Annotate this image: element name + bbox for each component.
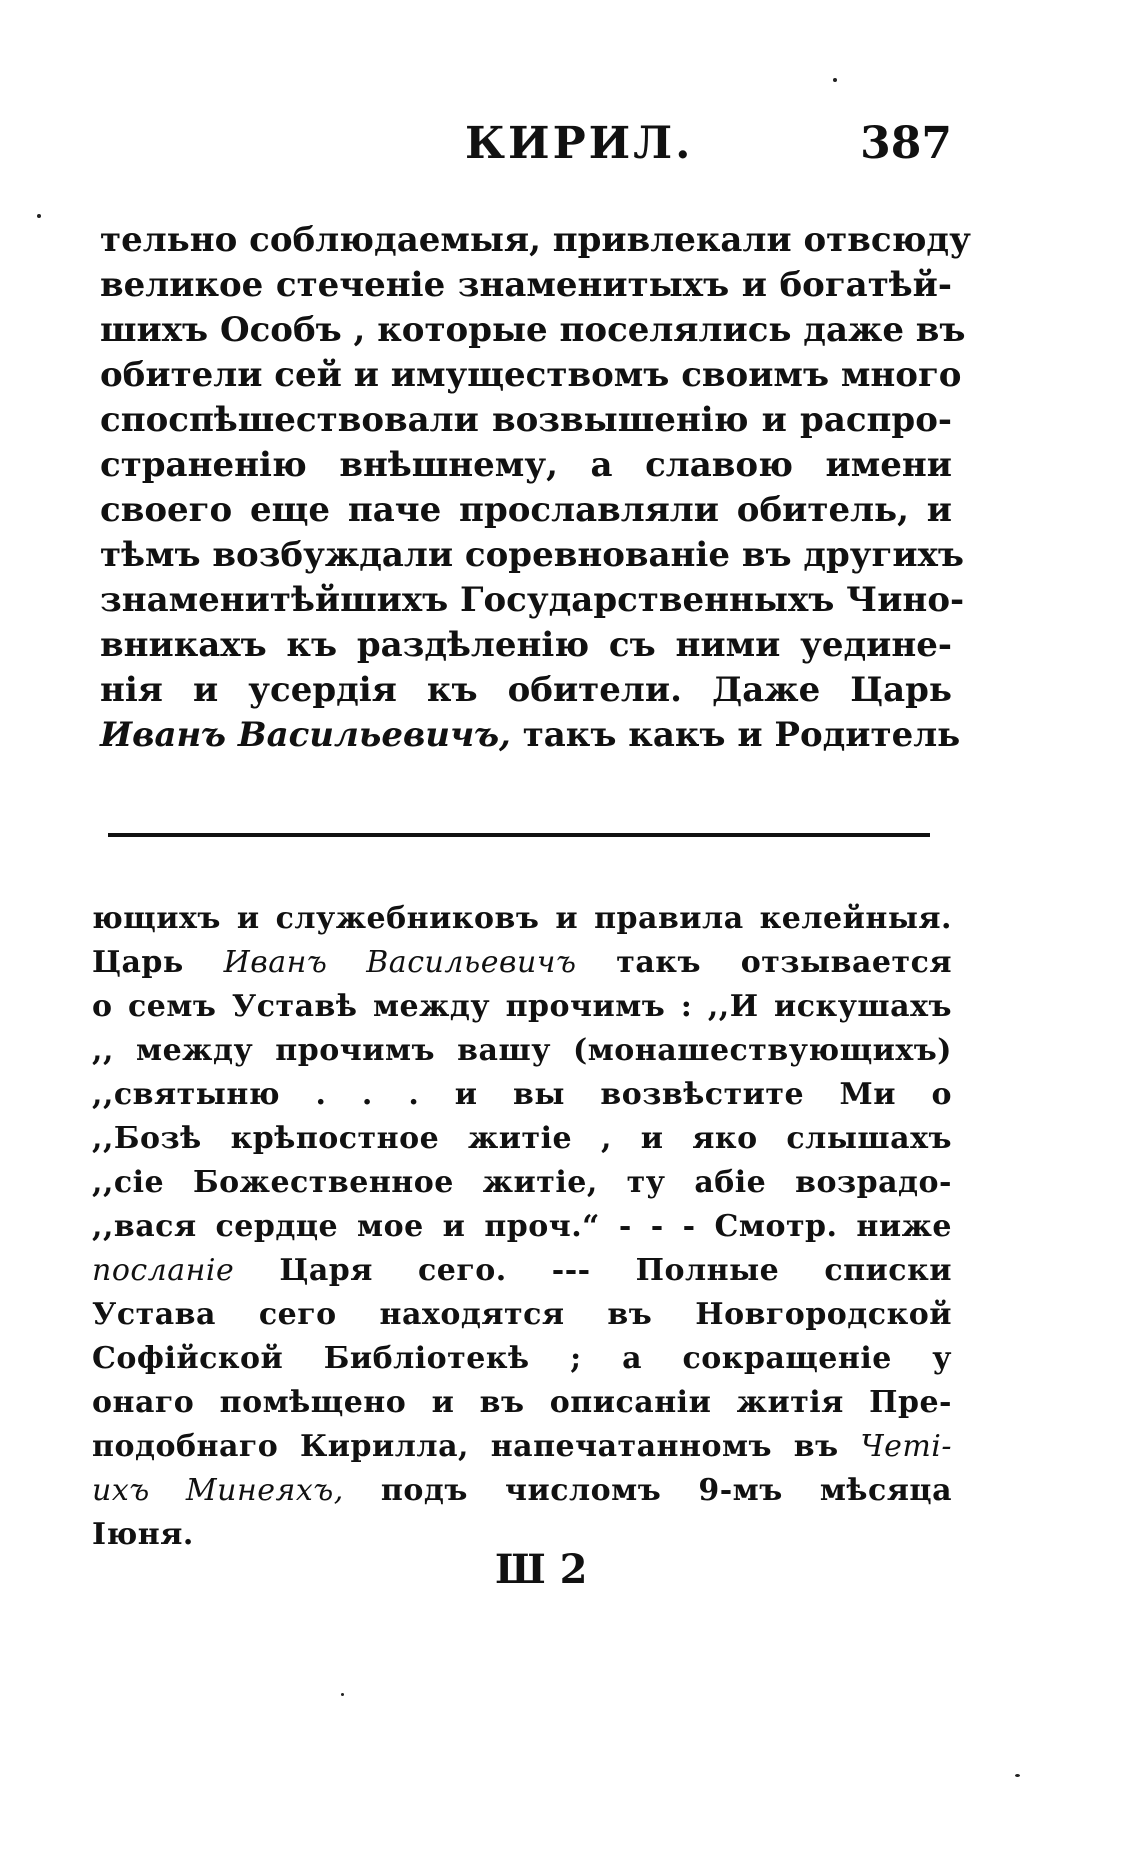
- page-speck: [341, 1693, 344, 1696]
- page-speck: [37, 214, 41, 218]
- text-line: вникахъ къ раздѣленію съ ними уедине-: [100, 625, 952, 665]
- footnote-line: ,,вася сердце мое и проч.“ - - - Смотр. ниже: [92, 1209, 952, 1244]
- italic-segment: ихъ Минеяхъ,: [92, 1473, 344, 1508]
- text-line: тельно соблюдаемыя, привлекали отвсюду: [100, 220, 971, 260]
- footnote-line: ,, между прочимъ вашу (монашествующихъ): [92, 1033, 952, 1068]
- text-line: своего еще паче прославляли обитель, и: [100, 490, 952, 530]
- text-line: знаменитѣйшихъ Государственныхъ Чино-: [100, 580, 965, 620]
- text-line: великое стеченіе знаменитыхъ и богатѣй-: [100, 265, 952, 305]
- running-head: КИРИЛ.: [465, 118, 694, 169]
- page-speck: [1015, 1774, 1020, 1777]
- text-line: страненію внѣшнему, а славою имени: [100, 445, 952, 485]
- footnote-line: ющихъ и служебниковъ и правила келейныя.: [92, 901, 952, 936]
- footnote-line: онаго помѣщено и въ описаніи житія Пре-: [92, 1385, 952, 1420]
- text-line: тѣмъ возбуждали соревнованіе въ другихъ: [100, 535, 964, 575]
- footnote-line: Устава сего находятся въ Новгородской: [92, 1297, 952, 1332]
- text-segment: Царя сего. --- Полные списки: [234, 1253, 952, 1288]
- page-header: [100, 118, 952, 178]
- footnote-line: [92, 1469, 952, 1513]
- footnote-line: [92, 941, 952, 985]
- text-line: нія и усердія къ обители. Даже Царь: [100, 670, 952, 710]
- footnote-line: Іюня.: [92, 1517, 194, 1552]
- footnote-line: Софійской Библіотекѣ ; а сокращеніе у: [92, 1341, 952, 1376]
- text-line: шихъ Особъ , которые поселялись даже въ: [100, 310, 966, 350]
- text-segment: такъ какъ и Родитель: [510, 715, 961, 755]
- footnote-line: ,,сіе Божественное житіе, ту абіе возрадо-: [92, 1165, 952, 1200]
- text-line: обители сей и имуществомъ своимъ много: [100, 355, 962, 395]
- footnote-line: [92, 1249, 952, 1293]
- footnote-line: о семъ Уставѣ между прочимъ : ,,И искушахъ: [92, 989, 952, 1024]
- footnote-separator-rule: [108, 833, 930, 837]
- text-segment: подъ числомъ 9-мъ мѣсяца: [343, 1473, 953, 1508]
- italic-segment: посланіе: [92, 1253, 235, 1288]
- text-line: [100, 713, 961, 758]
- main-text-body: [100, 218, 971, 758]
- footnote-line: [92, 1425, 952, 1469]
- printer-signature: Ш 2: [495, 1546, 588, 1593]
- text-segment: такъ отзывается: [576, 945, 952, 980]
- footnote-body: [92, 897, 952, 1557]
- footnote-line: ,,Бозѣ крѣпостное житіе , и яко слышахъ: [92, 1121, 952, 1156]
- text-segment: подобнаго Кирилла, напечатанномъ въ: [92, 1429, 861, 1464]
- text-segment: Царь: [92, 945, 224, 980]
- italic-name: Иванъ Васильевичъ,: [100, 715, 511, 755]
- italic-segment: Иванъ Васильевичъ: [223, 945, 577, 980]
- page-speck: [833, 78, 837, 82]
- page-number: 387: [860, 118, 952, 169]
- italic-segment: Четі-: [860, 1429, 952, 1464]
- footnote-line: ,,святыню . . . и вы возвѣстите Ми о: [92, 1077, 952, 1112]
- text-line: споспѣшествовали возвышенію и распро-: [100, 400, 952, 440]
